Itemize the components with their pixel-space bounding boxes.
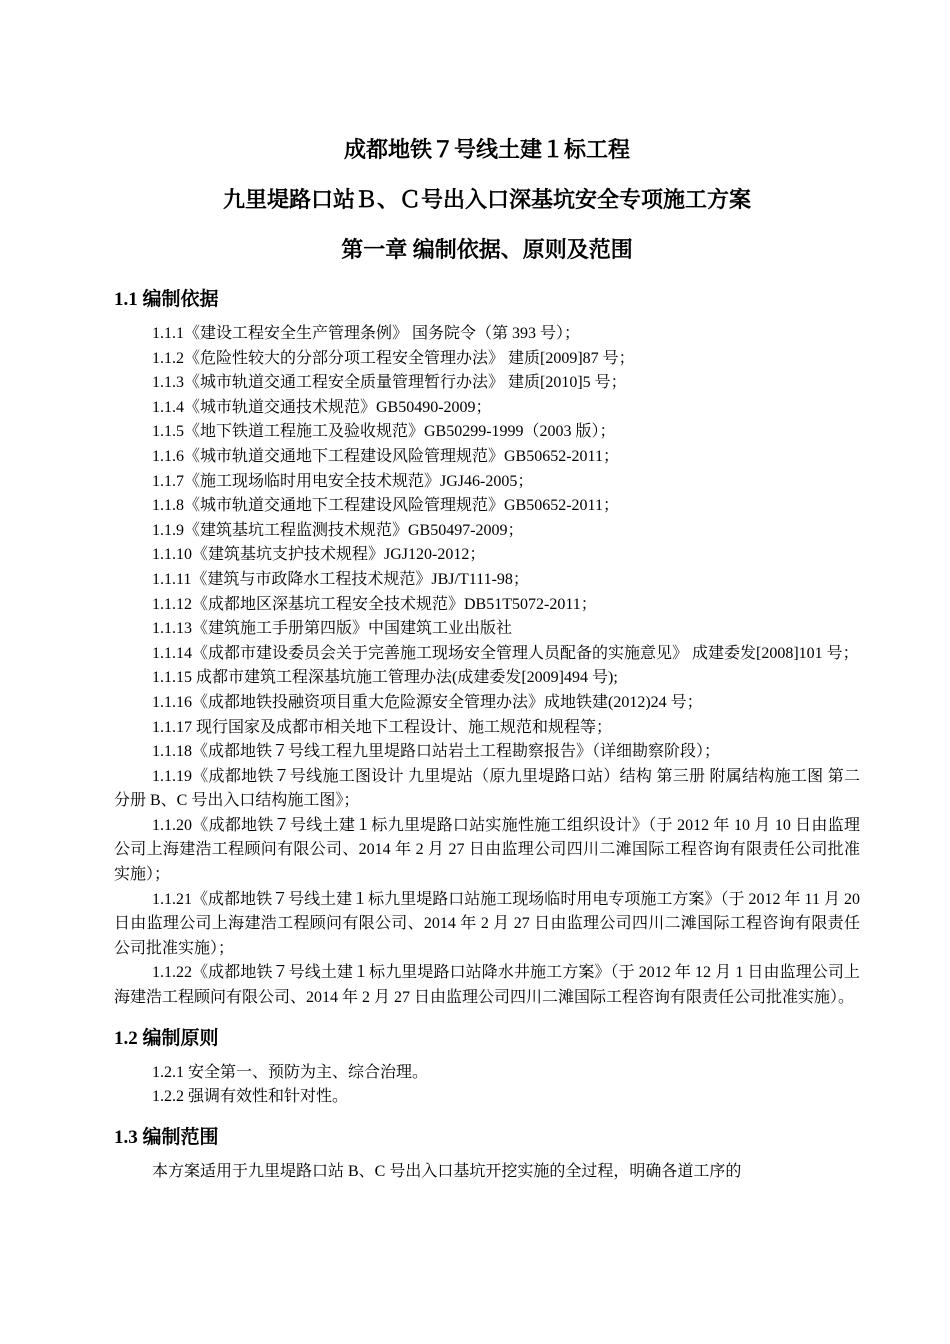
- list-item: 1.1.17 现行国家及成都市相关地下工程设计、施工规范和规程等；: [152, 718, 613, 736]
- paragraph: 本方案适用于九里堤路口站 B、C 号出入口基坑开挖实施的全过程，明确各道工序的: [152, 1162, 742, 1180]
- list-item: 1.1.2《危险性较大的分部分项工程安全管理办法》 建质[2009]87 号；: [152, 349, 635, 367]
- list-item: 1.1.10《建筑基坑支护技术规程》JGJ120-2012；: [152, 546, 486, 564]
- section-principles: [114, 1025, 860, 1110]
- list-item: 1.1.6《城市轨道交通地下工程建设风险管理规范》GB50652-2011；: [152, 447, 619, 465]
- section-heading: 1.1 编制依据: [114, 289, 219, 310]
- list-item: 1.1.9《建筑基坑工程监测技术规范》GB50497-2009；: [152, 521, 524, 539]
- section-basis: [114, 286, 860, 1011]
- list-item: 1.1.14《成都市建设委员会关于完善施工现场安全管理人员配备的实施意见》 成建委发[2008]101 号；: [152, 644, 859, 662]
- list-item: 1.2.2 强调有效性和针对性。: [152, 1088, 349, 1106]
- list-item: 1.1.3《城市轨道交通工程安全质量管理暂行办法》 建质[2010]5 号；: [152, 374, 627, 392]
- list-item: 1.1.18《成都地铁７号线工程九里堤路口站岩土工程勘察报告》（详细勘察阶段）；: [152, 743, 721, 761]
- list-item: 1.1.21《成都地铁７号线土建１标九里堤路口站施工现场临时用电专项施工方案》（于 2012 年 11 月 20 日由监理公司上海建浩工程顾问有限公司、2014 年 2 月 27 日由监理公司四川二滩国际工程咨询有限责任公司批准实施）；: [114, 890, 860, 957]
- section-heading: 1.3 编制范围: [114, 1126, 219, 1148]
- list-item: 1.2.1 安全第一、预防为主、综合治理。: [152, 1063, 429, 1081]
- document-title-line2: 九里堤路口站Ｂ、Ｃ号出入口深基坑安全专项施工方案: [222, 187, 751, 212]
- list-item: 1.1.1《建设工程安全生产管理条例》 国务院令（第 393 号）；: [152, 325, 581, 342]
- list-item: 1.1.13《建筑施工手册第四版》中国建筑工业出版社: [152, 620, 513, 638]
- list-item: 1.1.16《成都地铁投融资项目重大危险源安全管理办法》成地铁建(2012)24 号；: [152, 693, 703, 711]
- list-item: 1.1.5《地下铁道工程施工及验收规范》GB50299-1999（2003 版）；: [152, 423, 616, 441]
- list-item: 1.1.22《成都地铁７号线土建１标九里堤路口站降水井施工方案》（于 2012 年 12 月 1 日由监理公司上海建浩工程顾问有限公司、2014 年 2 月 27 日由监理公司四川二滩国际工程咨询有限责任公司批准实施）。: [114, 964, 860, 1007]
- document-title-line1: 成都地铁７号线土建１标工程: [343, 137, 630, 162]
- list-item: 1.1.15 成都市建筑工程深基坑施工管理办法(成建委发[2009]494 号);: [152, 669, 618, 687]
- list-item: 1.1.8《城市轨道交通地下工程建设风险管理规范》GB50652-2011；: [152, 497, 619, 515]
- list-item: 1.1.11《建筑与市政降水工程技术规范》JBJ/T111-98；: [152, 570, 529, 588]
- list-item: 1.1.7《施工现场临时用电安全技术规范》JGJ46-2005；: [152, 472, 534, 490]
- list-item: 1.1.4《城市轨道交通技术规范》GB50490-2009；: [152, 398, 492, 416]
- chapter-title: 第一章 编制依据、原则及范围: [341, 237, 633, 262]
- list-item: 1.1.12《成都地区深基坑工程安全技术规范》DB51T5072-2011；: [152, 595, 597, 613]
- section-heading: 1.2 编制原则: [114, 1027, 219, 1049]
- list-item: 1.1.20《成都地铁７号线土建１标九里堤路口站实施性施工组织设计》（于 2012 年 10 月 10 日由监理公司上海建浩工程顾问有限公司、2014 年 2 月 27 日由监理公司四川二滩国际工程咨询有限责任公司批准实施）；: [114, 816, 860, 884]
- document-body: [114, 134, 860, 1184]
- section-scope: [114, 1124, 860, 1185]
- list-item: 1.1.19《成都地铁７号线施工图设计 九里堤站（原九里堤路口站）结构 第三册 附属结构施工图 第二分册 B、C 号出入口结构施工图》；: [114, 767, 860, 810]
